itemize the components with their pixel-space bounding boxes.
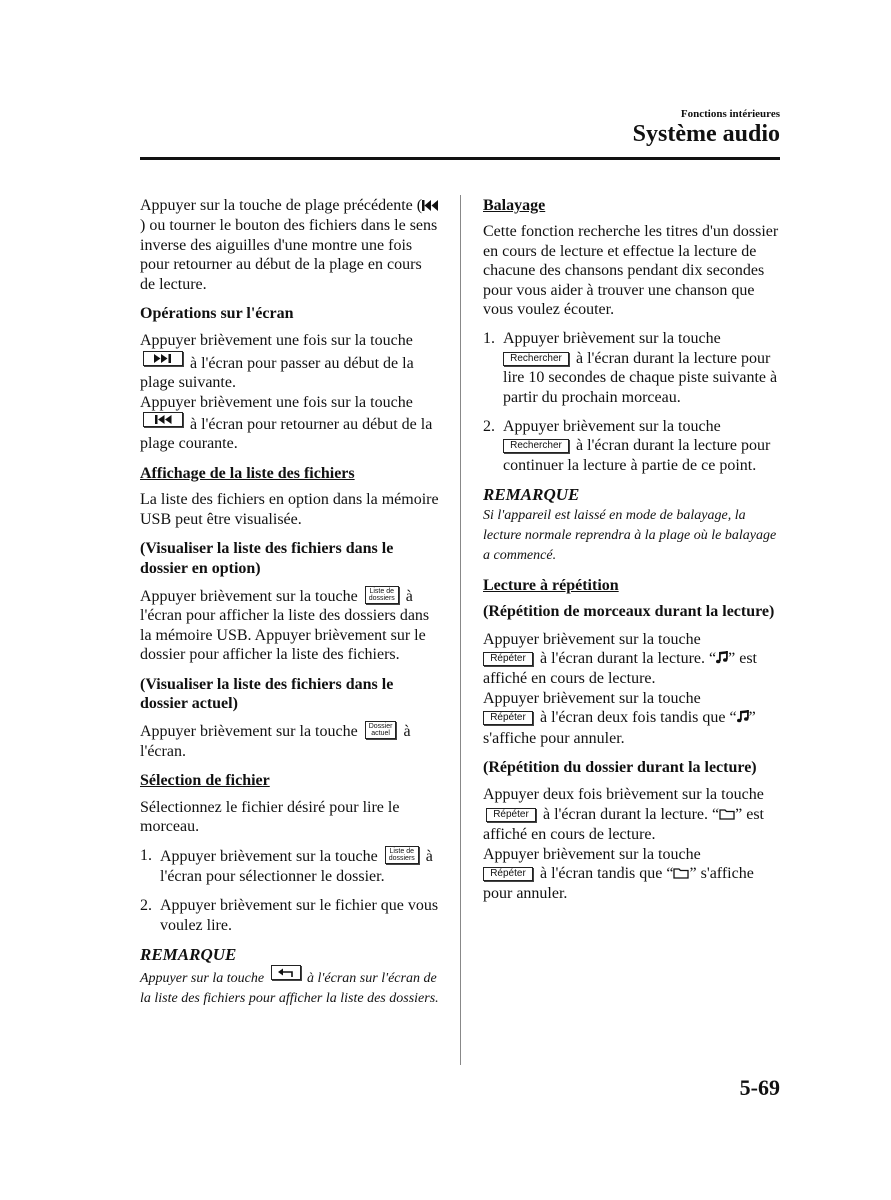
note-title: REMARQUE [140,945,237,964]
paragraph-file-list: La liste des fichiers en option dans la mémoire USB peut être visualisée. [140,491,439,528]
next-track-key-icon [143,351,183,366]
heading-repeat-folder: (Répétition du dossier durant la lecture) [483,758,757,776]
paragraph-screen-skip: Appuyer brièvement une fois sur la touche à l'écran pour passer au début de la plage suivante. Appuyer brièvement une fois sur la touche à l'écran pour retourner au début de la plage courante. [140,332,433,453]
back-arrow-key-icon [271,965,301,980]
paragraph-folder-list: Appuyer brièvement sur la touche Liste de dossiers à l'écran pour afficher la liste des dossiers dans la mémoire USB. Appuyer brièvement sur le dossier pour afficher la liste des fichiers. [140,587,430,664]
list-item: 1. Appuyer brièvement sur la touche Rechercher à l'écran durant la lecture pour lire 10 secondes de chaque piste suivante à partir du prochain morceau. [483,330,778,406]
heading-scan: Balayage [483,197,546,214]
note-title: REMARQUE [483,485,580,505]
music-note-icon [716,650,728,669]
current-folder-key: Dossier actuel [365,721,397,739]
heading-view-current-folder: (Visualiser la liste des fichiers dans le dossier actuel) [140,675,394,712]
folder-list-key: Liste de dossiers [365,586,399,604]
left-column [140,196,440,1019]
folder-icon [673,865,689,884]
paragraph-previous-track: Appuyer sur la touche de plage précédente () ou tourner le bouton des fichiers dans le sens inverse des aiguilles d'une montre une fois pour retourner au début de la plage en cours de lecture. [140,197,438,293]
search-key: Rechercher [503,352,569,366]
repeat-key: Répéter [486,808,536,822]
heading-screen-operations: Opérations sur l'écran [140,305,294,323]
heading-repeat: Lecture à répétition [483,576,619,594]
section-label: Fonctions intérieures [680,108,780,120]
repeat-key: Répéter [483,652,533,666]
search-key: Rechercher [503,439,569,453]
page-title: Système audio [632,121,780,147]
heading-repeat-track: (Répétition de morceaux durant la lecture) [483,603,775,621]
right-column [483,196,781,914]
paragraph-repeat-folder: Appuyer deux fois brièvement sur la touche Répéter à l'écran durant la lecture. “ ” est affiché en cours de lecture. Appuyer brièvement sur la touche Répéter à l'écran tandis que “ ” s'affiche pour annuler. [483,786,764,903]
previous-track-icon [422,197,438,216]
note-body: Appuyer sur la touche à l'écran sur l'écran de la liste des fichiers pour afficher la liste des dossiers. [140,965,440,1009]
heading-file-list: Affichage de la liste des fichiers [140,464,355,482]
repeat-key: Répéter [483,711,533,725]
folder-list-key: Liste de dossiers [385,846,419,864]
folder-icon [719,806,735,825]
paragraph-scan: Cette fonction recherche les titres d'un dossier en cours de lecture et effectue la lecture de chacune des chansons pendant dix secondes pour vous aider à trouver une chanson que vous voulez écouter. [483,223,779,319]
paragraph-file-selection: Sélectionnez le fichier désiré pour lire le morceau. [140,798,400,835]
previous-track-key-icon [143,412,183,427]
heading-view-option-folder: (Visualiser la liste des fichiers dans le dossier en option) [140,540,394,577]
note-body: Si l'appareil est laissé en mode de balayage, la lecture normale reprendra à la plage où le balayage a commencé. [483,507,777,563]
heading-file-selection: Sélection de fichier [140,772,270,790]
scan-steps [483,329,781,475]
header-rule [140,157,780,160]
music-note-icon [737,709,749,728]
paragraph-repeat-track: Appuyer brièvement sur la touche Répéter à l'écran durant la lecture. “ ” est affiché en cours de lecture. Appuyer brièvement sur la touche Répéter à l'écran deux fois tandis que “ ” s'affiche pour annuler. [483,630,757,747]
file-selection-steps [140,846,440,935]
page-number: 5-69 [739,1075,780,1100]
list-item: 2. Appuyer brièvement sur la touche Rechercher à l'écran durant la lecture pour continuer la lecture à partie de ce point. [483,418,771,474]
list-item: 1. Appuyer brièvement sur la touche Liste de dossiers à l'écran pour sélectionner le dossier. [140,847,433,885]
repeat-key: Répéter [483,867,533,881]
paragraph-current-folder: Appuyer brièvement sur la touche Dossier actuel à l'écran. [140,723,411,760]
list-item: 2. Appuyer brièvement sur le fichier que vous voulez lire. [140,897,439,934]
column-divider [460,195,461,1065]
